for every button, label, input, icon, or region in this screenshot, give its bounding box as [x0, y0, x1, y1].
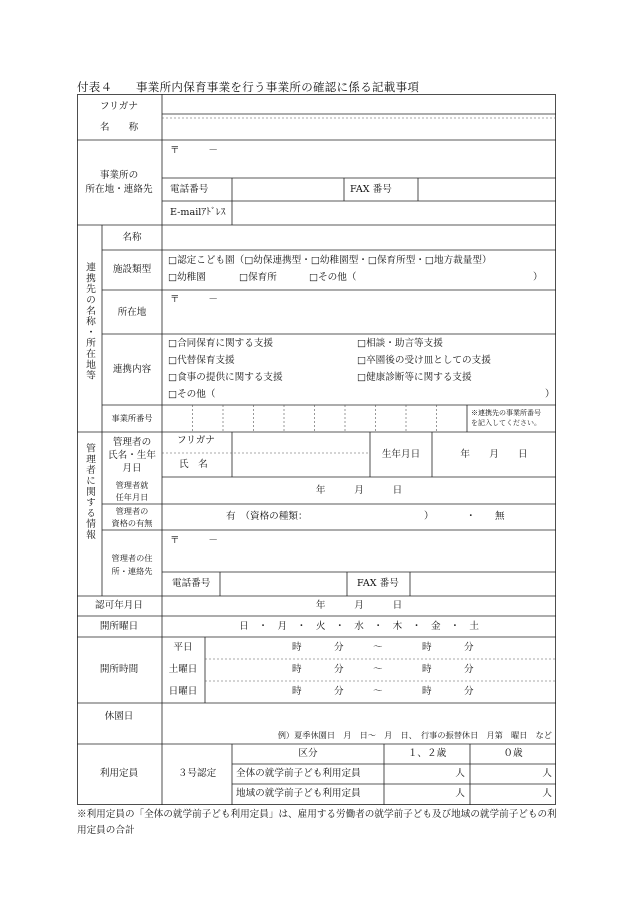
capacity-total-age12-unit[interactable]: 人 — [455, 768, 465, 779]
hours-weekday-end-min[interactable]: 分 — [464, 642, 474, 653]
start-date-label-line2: 任年月日 — [115, 492, 149, 502]
renkei-postal-field[interactable]: 〒 － — [170, 294, 218, 305]
office-number-note-line2: を記入してください。 — [471, 419, 541, 427]
footnote: ※利用定員の「全体の就学前子ども利用定員」は、雇用する労働者の就学前子ども及び地域の就学前子どもの利用定員の合計 — [77, 809, 557, 836]
qualification-close: ） — [424, 511, 434, 522]
capacity-local-age0-unit[interactable]: 人 — [542, 788, 552, 799]
renkei-name-label: 名称 — [122, 232, 142, 243]
furigana-label: フリガナ — [100, 101, 138, 112]
hours-label: 開所時間 — [99, 664, 139, 675]
qualification-label-line2: 資格の有無 — [111, 518, 153, 528]
hours-weekday-start-hour[interactable]: 時 — [292, 642, 302, 653]
fax-label: FAX 番号 — [350, 184, 392, 195]
manager-furigana-label: フリガナ — [177, 435, 215, 446]
hours-saturday-end-hour[interactable]: 時 — [422, 664, 432, 675]
content-health-check[interactable]: □健康診断等に関する支援 — [357, 372, 472, 383]
capacity-type: ３号認定 — [177, 768, 217, 779]
postal-field[interactable]: 〒 － — [170, 145, 218, 156]
name-label: 名 称 — [99, 122, 139, 133]
approval-value[interactable]: 年 月 日 — [315, 600, 403, 611]
hours-saturday-start-hour[interactable]: 時 — [292, 664, 302, 675]
form-table — [77, 94, 556, 805]
hours-saturday-label: 土曜日 — [168, 664, 198, 675]
birth-value[interactable]: 年 月 日 — [460, 449, 528, 460]
holidays-label: 休園日 — [104, 711, 134, 722]
facility-type-kindergarten[interactable]: □幼稚園 — [168, 272, 206, 283]
content-other[interactable]: □その他（ — [168, 389, 216, 400]
name-input[interactable] — [165, 118, 553, 138]
hours-weekday-tilde: ～ — [373, 642, 383, 653]
facility-type-nursery[interactable]: □保育所 — [239, 272, 277, 283]
renkei-group-label: 連携先の名称・所在地等 — [84, 262, 95, 381]
content-substitute-care[interactable]: □代替保育支援 — [168, 355, 235, 366]
manager-address-label-line1: 管理者の住 — [111, 553, 153, 563]
office-number-label: 事業所番号 — [111, 413, 153, 423]
manager-name-label-line2: 氏名・生年 — [108, 450, 156, 461]
hours-sunday-end-hour[interactable]: 時 — [422, 686, 432, 697]
hours-saturday-end-min[interactable]: 分 — [464, 664, 474, 675]
content-after-graduation[interactable]: □卒園後の受け皿としての支援 — [357, 355, 491, 366]
qualification-separator: ・ — [466, 511, 476, 522]
start-date-value[interactable]: 年 月 日 — [315, 485, 403, 496]
capacity-head-kubun: 区分 — [298, 748, 318, 759]
manager-shimei-label: 氏 名 — [179, 459, 208, 470]
capacity-head-age12: １、２歳 — [407, 748, 447, 759]
content-label: 連携内容 — [112, 364, 152, 375]
manager-postal-field[interactable]: 〒 － — [170, 535, 218, 546]
birth-label: 生年月日 — [381, 449, 421, 460]
qualification-label-line1: 管理者の — [115, 506, 149, 516]
capacity-local-age12-unit[interactable]: 人 — [455, 788, 465, 799]
hours-sunday-end-min[interactable]: 分 — [464, 686, 474, 697]
tel-label: 電話番号 — [170, 184, 209, 195]
renkei-address-label: 所在地 — [117, 307, 147, 318]
manager-group-label: 管理者に関する情報 — [84, 443, 95, 541]
facility-type-close: ） — [533, 272, 543, 283]
capacity-label: 利用定員 — [99, 768, 139, 779]
hours-weekday-end-hour[interactable]: 時 — [422, 642, 432, 653]
hours-sunday-tilde: ～ — [373, 686, 383, 697]
address-label-line1: 事業所の — [99, 170, 139, 181]
open-days-value[interactable]: 日 ・ 月 ・ 火 ・ 水 ・ 木 ・ 金 ・ 土 — [239, 621, 479, 632]
qualification-no[interactable]: 無 — [495, 511, 505, 522]
open-days-label: 開所曜日 — [99, 621, 139, 632]
capacity-head-age0: ０歳 — [503, 748, 523, 759]
holidays-example: 例）夏季休園日 月 日～ 月 日、 行事の振替休日 月第 曜日 など — [277, 730, 552, 740]
hours-sunday-label: 日曜日 — [168, 686, 198, 697]
manager-tel-label: 電話番号 — [172, 578, 211, 589]
hours-sunday-start-min[interactable]: 分 — [334, 686, 344, 697]
capacity-row-total: 全体の就学前子ども利用定員 — [236, 768, 361, 779]
content-meals[interactable]: □食事の提供に関する支援 — [168, 372, 283, 383]
hours-saturday-start-min[interactable]: 分 — [334, 664, 344, 675]
manager-name-label-line3: 月日 — [122, 463, 142, 474]
manager-address-label-line2: 所・連絡先 — [111, 566, 153, 576]
facility-type-other[interactable]: □その他（ — [309, 272, 357, 283]
address-label-line2: 所在地・連絡先 — [85, 184, 153, 195]
page-title: 付表４ 事業所内保育事業を行う事業所の確認に係る記載事項 — [77, 80, 420, 94]
facility-type-label: 施設類型 — [112, 264, 152, 275]
manager-fax-label: FAX 番号 — [357, 578, 399, 589]
hours-weekday-label: 平日 — [173, 642, 193, 653]
manager-name-label-line1: 管理者の — [112, 437, 152, 448]
content-joint-care[interactable]: □合同保育に関する支援 — [168, 338, 274, 349]
office-number-boxes — [193, 405, 437, 432]
content-consultation[interactable]: □相談・助言等支援 — [357, 338, 443, 349]
capacity-row-local: 地域の就学前子ども利用定員 — [236, 788, 361, 799]
hours-sunday-start-hour[interactable]: 時 — [292, 686, 302, 697]
facility-type-line1[interactable]: □認定こども園（□幼保連携型・□幼稚園型・□保育所型・□地方裁量型） — [168, 255, 492, 266]
email-label: E-mailｱﾄﾞﾚｽ — [170, 207, 226, 218]
content-other-close: ） — [545, 389, 555, 400]
start-date-label-line1: 管理者就 — [115, 480, 149, 490]
office-number-note-line1: ※連携先の事業所番号 — [471, 409, 541, 417]
capacity-total-age0-unit[interactable]: 人 — [542, 768, 552, 779]
hours-saturday-tilde: ～ — [373, 664, 383, 675]
approval-label: 認可年月日 — [95, 600, 143, 611]
hours-weekday-start-min[interactable]: 分 — [334, 642, 344, 653]
qualification-yes[interactable]: 有 （資格の種類： — [226, 511, 308, 522]
